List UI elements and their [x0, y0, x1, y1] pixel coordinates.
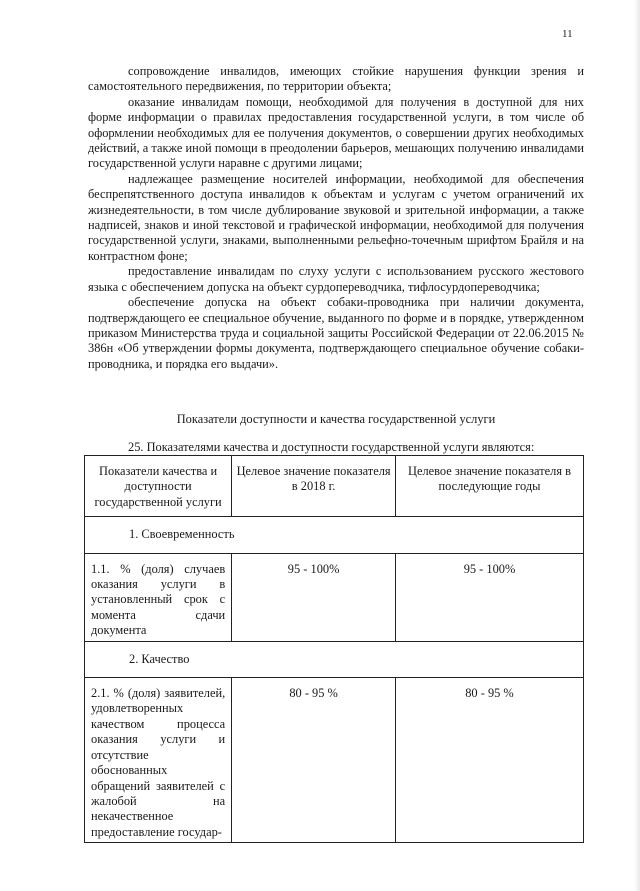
header-target-later: Целевое значение показателя в последующие годы: [396, 456, 584, 517]
table-row: [85, 678, 584, 843]
value-2018-timeliness: 95 - 100%: [232, 553, 396, 641]
group-title-timeliness: 1. Своевременность: [85, 517, 584, 553]
section-heading: Показатели доступности и качества государственной услуги: [176, 412, 496, 426]
value-later-timeliness: 95 - 100%: [396, 553, 584, 641]
value-later-quality: 80 - 95 %: [396, 678, 584, 843]
indicator-quality: 2.1. % (доля) заявителей, удовлетворенных качеством процесса оказания услуги и отсутствие обоснованных обращений заявителей с жалобой на некачественное предоставление государ-: [85, 678, 232, 843]
paragraph-sign-language: предоставление инвалидам по слуху услуги с использованием русского жестового языка с обеспечением допуска на объект сурдопереводчика, тифлосурдопереводчика;: [88, 264, 584, 294]
paragraph-escort: сопровождение инвалидов, имеющих стойкие нарушения функции зрения и самостоятельного передвижения, по территории объекта;: [88, 64, 584, 94]
scan-edge-shadow: [634, 0, 640, 891]
value-2018-quality: 80 - 95 %: [232, 678, 396, 843]
table-group-row: [85, 517, 584, 553]
table-intro: 25. Показателями качества и доступности государственной услуги являются:: [128, 440, 535, 454]
indicators-table: [84, 455, 584, 843]
body-text: [88, 64, 584, 372]
paragraph-guide-dog: обеспечение допуска на объект собаки-проводника при наличии документа, подтверждающего ее специальное обучение, выданного по форме и в порядке, утвержденном приказом Министерства труда и социальной защиты Российской Федерации от 22.06.2015 № 386н «Об утверждении формы документа, подтверждающего специальное обучение собаки-проводника, и порядка его выдачи».: [88, 295, 584, 371]
indicator-timeliness: 1.1. % (доля) случаев оказания услуги в установленный срок с момента сдачи документа: [85, 553, 232, 641]
table-group-row: [85, 641, 584, 677]
group-title-quality: 2. Качество: [85, 641, 584, 677]
paragraph-assistance: оказание инвалидам помощи, необходимой для получения в доступной для них форме информации о правилах предоставления государственной услуги, в том числе об оформлении необходимых для ее получения документов, о совершении других необходимых действий, а также иной помощи в преодолении барьеров, мешающих получению инвалидами государственной услуги наравне с другими лицами;: [88, 94, 584, 171]
table-row: [85, 553, 584, 641]
table-header-row: [85, 456, 584, 517]
paragraph-information: надлежащее размещение носителей информации, необходимой для обеспечения беспрепятственного доступа инвалидов к объектам и услугам с учетом ограничений их жизнедеятельности, в том числе дублирование звуковой и зрительной информации, а также надписей, знаков и иной текстовой и графической информации, необходимой для получения государственной услуги, знаками, выполненными рельефно-точечным шрифтом Брайля и на контрастном фоне;: [88, 171, 584, 263]
header-target-2018: Целевое значение показателя в 2018 г.: [232, 456, 396, 517]
page-number: 11: [562, 28, 573, 40]
header-indicators: Показатели качества и доступности государственной услуги: [85, 456, 232, 517]
